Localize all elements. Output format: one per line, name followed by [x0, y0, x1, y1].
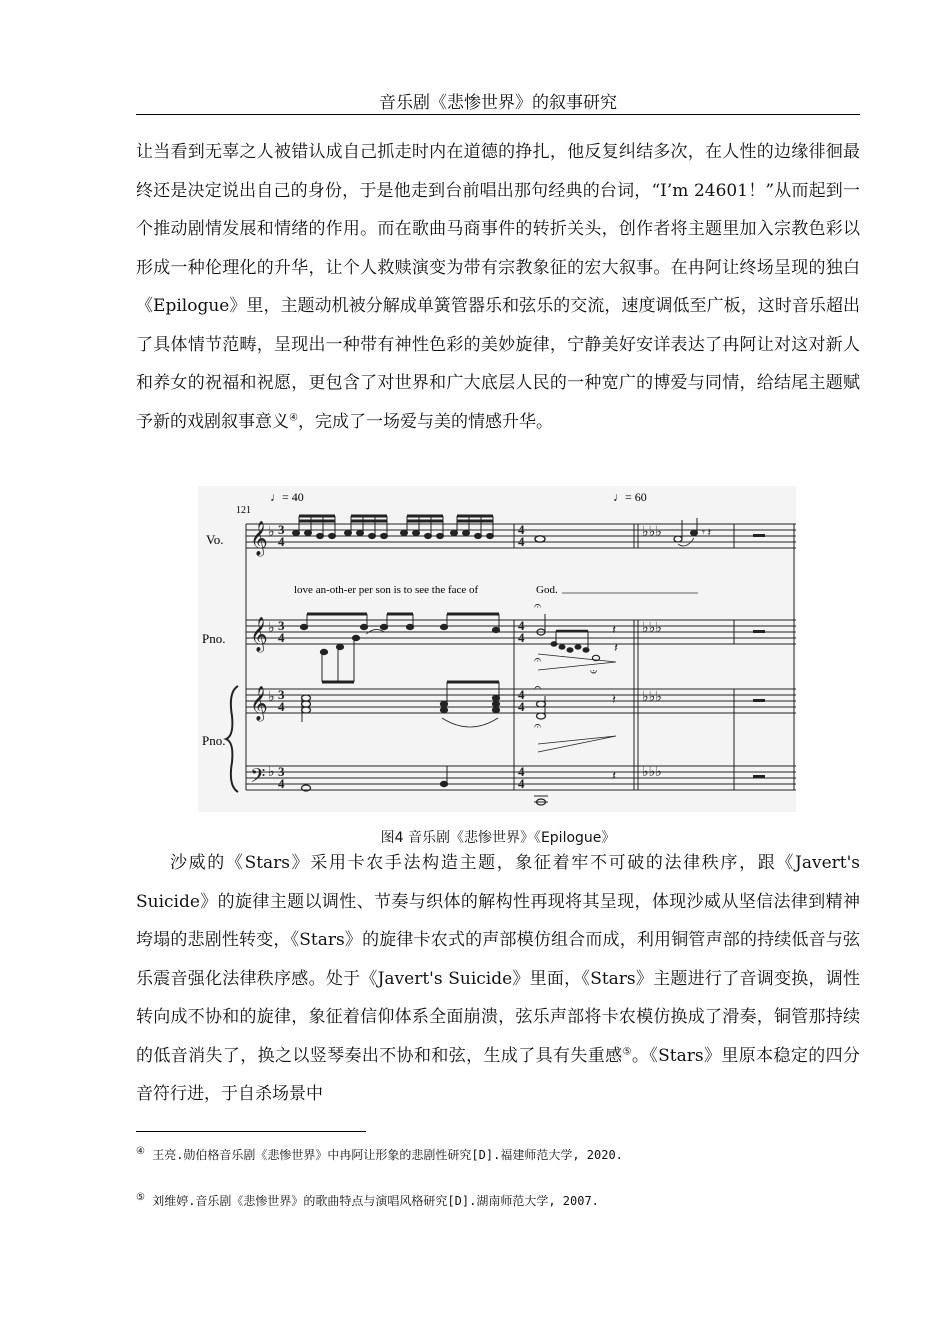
svg-text:♭♭♭: ♭♭♭	[642, 621, 662, 636]
voice-notes	[293, 516, 766, 546]
staff-label-piano-2: Pno.	[202, 733, 226, 748]
svg-text:𝄽: 𝄽	[612, 622, 616, 637]
staff-label-voice: Vo.	[206, 532, 224, 547]
tempo-mark-40: ♩= 40	[270, 490, 304, 504]
tempo-mark-60: ♩= 60	[613, 490, 647, 504]
footnote-separator	[136, 1131, 366, 1132]
svg-text:♭: ♭	[268, 765, 275, 780]
piano-melody-notes	[300, 598, 765, 682]
paragraph-1-tail: ，完成了一场爱与美的情感升华。	[297, 411, 553, 432]
figure-caption: 图4 音乐剧《悲惨世界》《Epilogue》	[380, 830, 616, 846]
svg-text:♭: ♭	[268, 690, 275, 705]
barlines	[246, 524, 794, 790]
footnote-ref-4[interactable]: ④	[289, 411, 298, 423]
lyrics-god: God.	[536, 584, 558, 596]
svg-text:3: 3	[278, 687, 285, 702]
header-rule	[136, 114, 860, 115]
svg-text:𝄐: 𝄐	[534, 680, 542, 695]
score-figure	[198, 486, 796, 812]
svg-text:𝄽: 𝄽	[612, 692, 616, 707]
footnote-mark: ⑤	[136, 1192, 145, 1203]
svg-text:♭♭♭: ♭♭♭	[642, 525, 662, 540]
svg-text:4: 4	[518, 764, 525, 779]
svg-text:4: 4	[518, 630, 525, 645]
svg-text:𝄐: 𝄐	[534, 598, 542, 613]
staff-label-piano-1: Pno.	[202, 631, 226, 646]
running-header-title: 音乐剧《悲惨世界》的叙事研究	[379, 93, 617, 113]
svg-text:𝄾 𝄽: 𝄾 𝄽	[702, 527, 712, 539]
footnote-5	[136, 1192, 860, 1210]
svg-text:3: 3	[278, 618, 285, 633]
svg-text:3: 3	[278, 522, 285, 537]
svg-text:𝄐: 𝄐	[534, 718, 542, 733]
piano-chord-notes	[302, 680, 766, 752]
svg-text:3: 3	[278, 764, 285, 779]
svg-text:4: 4	[518, 618, 525, 633]
treble-clef-icon: 𝄞	[250, 687, 268, 720]
svg-text:𝄽: 𝄽	[612, 768, 616, 783]
treble-clef-icon: 𝄞	[250, 618, 268, 651]
footnote-mark: ④	[136, 1146, 145, 1157]
footnote-text: 王亮.勋伯格音乐剧《悲惨世界》中冉阿让形象的悲剧性研究[D].福建师范大学, 2020.	[152, 1148, 623, 1162]
paragraph-2-text: 沙威的《Stars》采用卡农手法构造主题，象征着牢不可破的法律秩序，跟《Javert's Suicide》的旋律主题以调性、节奏与织体的解构性再现将其呈现，体现沙威从坚信法律到精神垮塌的悲剧性转变，《Stars》的旋律卡农式的声部模仿组合而成，利用铜管声部的持续低音与弦乐震音强化法律秩序感。处于《Javert's Suicide》里面，《Stars》主题进行了音调变换，调性转向成不协和的旋律，象征着信仰体系全面崩溃，弦乐声部将卡农模仿换成了滑奏，铜管那持续的低音消失了，换之以竖琴奏出不协和和弦，生成了具有失重感	[136, 853, 860, 1066]
treble-clef-icon: 𝄞	[250, 522, 268, 555]
svg-text:4: 4	[518, 776, 525, 791]
svg-text:♭♭♭: ♭♭♭	[642, 690, 662, 705]
svg-text:𝄑: 𝄑	[590, 664, 598, 679]
body-paragraph-1	[136, 133, 860, 441]
svg-text:4: 4	[518, 687, 525, 702]
svg-text:4: 4	[518, 534, 525, 549]
svg-text:4: 4	[278, 630, 285, 645]
paragraph-1-text: 让当看到无辜之人被错认成自己抓走时内在道德的挣扎，他反复纠结多次，在人性的边缘徘徊最终还是决定说出自己的身份，于是他走到台前唱出那句经典的台词，“I’m 24601！”从而起到一个推动剧情发展和情绪的作用。而在歌曲马商事件的转折关头，创作者将主题里加入宗教色彩以形成一种伦理化的升华，让个人救赎演变为带有宗教象征的宏大叙事。在冉阿让终场呈现的独白《Epilogue》里，主题动机被分解成单簧管器乐和弦乐的交流，速度调低至广板，这时音乐超出了具体情节范畴，呈现出一种带有神性色彩的美妙旋律，宁静美好安详表达了冉阿让对这对新人和养女的祝福和祝愿，更包含了对世界和广大底层人民的一种宽广的博爱与同情，给结尾主题赋予新的戏剧叙事意义	[136, 142, 860, 432]
svg-text:4: 4	[278, 534, 285, 549]
measure-number: 121	[236, 505, 251, 516]
svg-text:4: 4	[518, 522, 525, 537]
clefs	[250, 521, 268, 792]
svg-text:𝄐: 𝄐	[534, 652, 542, 667]
svg-text:4: 4	[518, 699, 525, 714]
paragraph-2-tail: 。《Stars》里原本稳定的四分音符行进，于自杀场景中	[136, 1045, 860, 1104]
svg-text:4: 4	[278, 699, 285, 714]
grand-staff-brace	[226, 686, 238, 792]
svg-text:4: 4	[278, 776, 285, 791]
staff-lines	[246, 524, 796, 790]
svg-text:♭: ♭	[268, 621, 275, 636]
footnote-ref-5[interactable]: ⑤	[622, 1045, 632, 1057]
svg-text:𝄽: 𝄽	[614, 640, 618, 655]
lyrics-line: love an-oth-er per son is to see the face of	[294, 584, 479, 596]
svg-text:♭♭♭: ♭♭♭	[642, 765, 662, 780]
bass-clef-icon: 𝄢	[250, 766, 266, 792]
footnote-text: 刘维婷.音乐剧《悲惨世界》的歌曲特点与演唱风格研究[D].湖南师范大学, 2007.	[152, 1194, 599, 1208]
footnote-4	[136, 1146, 860, 1164]
time-signatures	[278, 522, 525, 791]
body-paragraph-2	[136, 844, 860, 1114]
svg-text:♭: ♭	[268, 525, 275, 540]
